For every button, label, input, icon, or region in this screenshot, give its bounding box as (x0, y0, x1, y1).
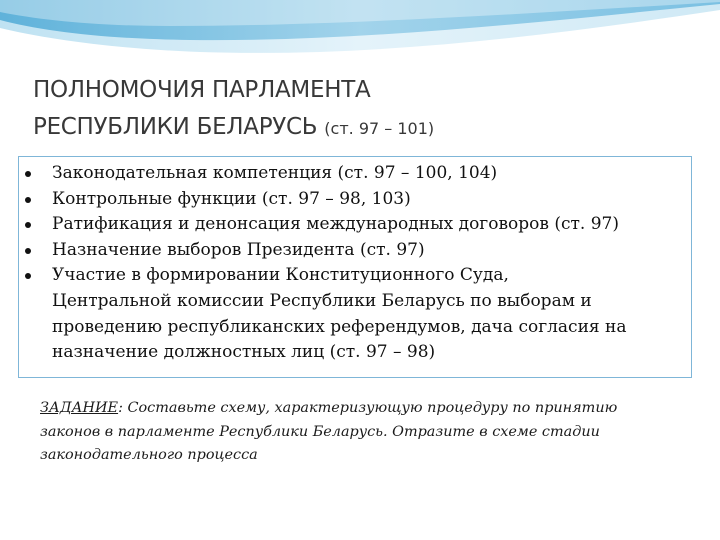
power-item-text: Законодательная компетенция (ст. 97 – 100, 104) (52, 163, 498, 183)
title-line-1: ПОЛНОМОЧИЯ ПАРЛАМЕНТА (33, 77, 371, 103)
bullet-icon (25, 222, 31, 228)
power-item (22, 238, 686, 264)
powers-list (22, 161, 686, 366)
task-label: ЗАДАНИЕ (40, 400, 119, 416)
task-line: законов в парламенте Республики Беларусь. Отразите в схеме стадии (40, 423, 600, 440)
header-wave-decoration (0, 0, 720, 80)
bullet-icon (25, 197, 31, 203)
title-article-reference: (ст. 97 – 101) (324, 119, 435, 138)
power-item-text: Ратификация и денонсация международных договоров (ст. 97) (52, 214, 619, 235)
task-assignment (40, 397, 690, 468)
task-text: : Составьте схему, характеризующую процедуру по принятию (118, 400, 618, 416)
power-item (22, 263, 686, 365)
power-item-text: Контрольные функции (ст. 97 – 98, 103) (52, 188, 411, 209)
power-item (22, 187, 686, 213)
page-title (33, 72, 693, 147)
power-item-text: Участие в формировании Конституционного Суда, (52, 265, 509, 286)
power-item-text: Назначение выборов Президента (ст. 97) (52, 239, 425, 260)
bullet-icon (25, 273, 31, 279)
power-item-text: Центральной комиссии Республики Беларусь по выборам и (52, 290, 592, 311)
title-main-text: РЕСПУБЛИКИ БЕЛАРУСЬ (33, 114, 318, 140)
bullet-icon (25, 171, 31, 177)
power-item-text: проведению республиканских референдумов, дача согласия на (52, 316, 627, 337)
bullet-icon (25, 248, 31, 254)
power-item-text: назначение должностных лиц (ст. 97 – 98) (52, 342, 436, 363)
power-item (22, 161, 686, 187)
title-line-2 (33, 109, 693, 147)
power-item (22, 212, 686, 238)
task-line (40, 397, 690, 421)
task-line: законодательного процесса (40, 447, 258, 463)
